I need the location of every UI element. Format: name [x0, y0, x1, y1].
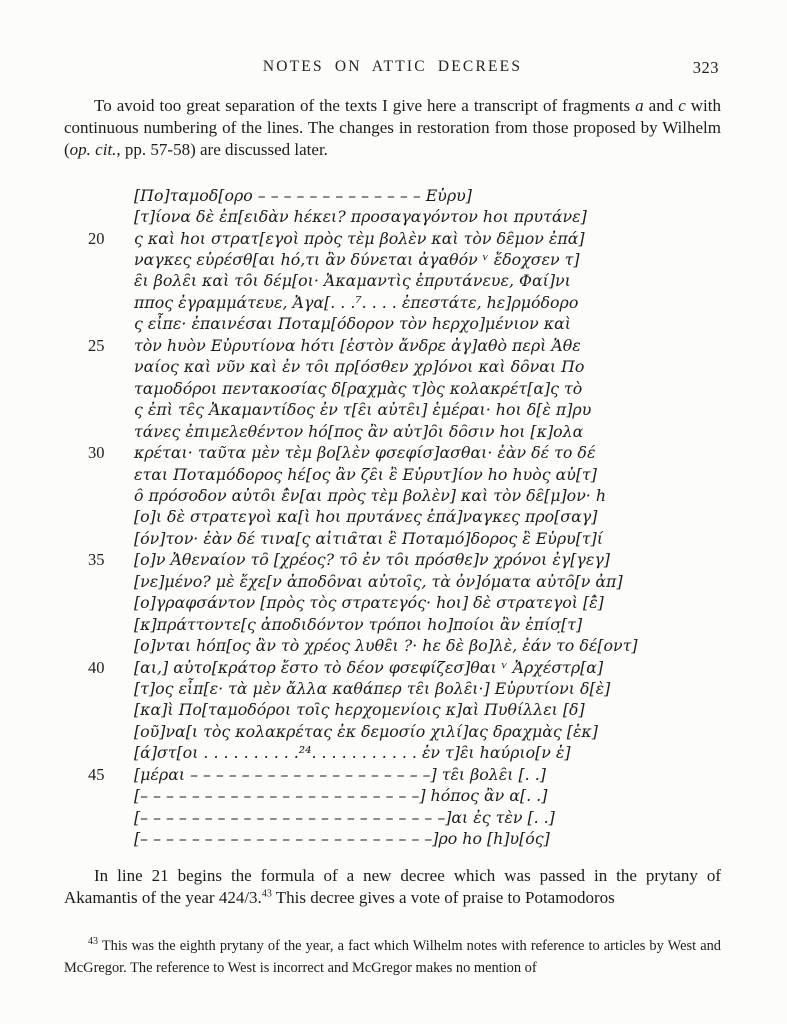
transcript-line-text: ταμοδόροι πεντακοσίας δ[ραχμὰς τ]ὸς κολακρέτ[α]ς τὸ	[134, 378, 583, 398]
transcript-line-text: [οῦ]να[ι τὸς κολακρέτας ἐκ δεμοσίο χιλί]ας δραχμὰς [ἑκ]	[134, 721, 598, 741]
line-number: 40	[88, 657, 105, 677]
intro-text: To avoid too great separation of the texts I give here a transcript of fragments	[94, 96, 636, 115]
transcript-line-text: τὸν hυὸν Εὐρυτίονα hότι [ἐστὸν ἄνδρε ἀγ]αθὸ περὶ Ἀθε	[134, 335, 581, 355]
intro-text: , pp. 57-58) are discussed later.	[116, 140, 328, 160]
transcript-line-text: εται Ποταμόδορος hέ[ος ἂν ζε̑ι ἒ Εὐρυτ]ίον hο hυὸς αὐ[τ]	[134, 464, 597, 484]
op-cit-label: op. cit.	[69, 140, 117, 160]
closing-text: In line 21 begins the formula of a new decree which was passed in the prytany of Akamantis of the year 424/3.	[64, 865, 721, 907]
transcript-line-text: [όν]τον· ἐὰν δέ τινα[ς αἰτια̑ται ἒ Ποταμό]δορος ἒ Εὐρυ[τ]ί	[134, 528, 604, 548]
transcript-line	[134, 721, 721, 742]
line-number: 45	[88, 764, 105, 784]
fragment-a-label: a	[635, 96, 644, 115]
transcript-line	[134, 206, 721, 227]
transcript-line	[134, 421, 721, 442]
intro-text: and	[643, 96, 679, 115]
transcript-line-text: ππος ἐγραμμάτευε, Ἀγα[. . .⁷. . . . ἐπεστάτε, hε]ρμόδορο	[134, 292, 579, 312]
transcript-line-text: [– – – – – – – – – – – – – – – – – – – – – –] hόπος ἂν α[. .]	[134, 786, 548, 806]
transcript-line	[134, 699, 721, 720]
transcript-line	[134, 528, 721, 549]
line-number: 25	[88, 335, 105, 355]
transcript-line-text: [ο]γραφσάντον [πρὸς τὸς στρατεγός· hοι] δὲ στρατεγοὶ [ἐ̑]	[134, 593, 604, 613]
transcript-line	[134, 270, 721, 291]
transcript-line	[134, 678, 721, 699]
line-number: 20	[88, 228, 105, 248]
transcript-line-text: ς καὶ hοι στρατ[εγοὶ πρὸς τὲμ βολὲν καὶ τὸν δε̑μον ἐπά]	[134, 228, 585, 248]
transcript-line-text: [αι,] αὐτο[κράτορ ἔστο τὸ δέον φσεφίζεσ]θαι ᵛ Ἀρχέστρ[α]	[134, 657, 604, 677]
transcript-line	[134, 185, 721, 206]
transcript-line	[134, 785, 721, 806]
transcript-line	[134, 592, 721, 613]
transcript-line	[88, 549, 721, 570]
transcript-line-text: ε̑ι βολε̑ι καὶ το̑ι δέμ[οι· Ἀκαμαντὶς ἐπρυτάνευε, Φαί]νι	[134, 271, 571, 291]
transcript-line-text: ο̑ πρόσοδον αὐτο̑ι ἐ̑ν[αι πρὸς τὲμ βολὲν] καὶ τὸν δε̑[μ]ον· h	[134, 485, 607, 505]
transcript-line	[134, 485, 721, 506]
transcript-line-text: [ο]ι δὲ στρατεγοὶ κα[ὶ hοι πρυτάνες ἐπά]ναγκες προ[σαγ]	[134, 507, 598, 527]
transcript-line	[88, 764, 721, 785]
transcript-line-text: [ά]στ[οι . . . . . . . . . .²⁴. . . . . . . . . . . ἐν τ]ε̑ι hαύριο[ν ἑ]	[134, 743, 571, 763]
transcript-line	[134, 313, 721, 334]
transcript-line-text: [– – – – – – – – – – – – – – – – – – – – – – –]ρο hο [h]υ[ός]	[134, 829, 550, 849]
transcript-line	[134, 292, 721, 313]
transcript-line-text: ς εἶπε· ἐπαινέσαι Ποταμ[όδορον τὸν hερχο]μένιον καὶ	[134, 314, 571, 334]
transcript-line-text: [ο]ν Ἀθεναίον το̑ [χρέος? το̑ ἐν το̑ι πρόσθε]ν χρόνοι ἐγ[γεγ]	[134, 550, 610, 570]
transcript-line-text: [Πο]ταμοδ[ορο – – – – – – – – – – – – – Εὐρυ]	[134, 185, 472, 205]
running-title: NOTES ON ATTIC DECREES	[262, 58, 523, 75]
closing-text: This decree gives a vote of praise to Potamodoros	[271, 887, 615, 907]
transcript-line	[134, 614, 721, 635]
line-number: 35	[88, 550, 105, 570]
transcript-line	[134, 807, 721, 828]
transcript-line	[88, 442, 721, 463]
transcript-line	[134, 635, 721, 656]
transcript-line-text: [κ]πράττοντε[ς ἀποδιδόντον τρόποι hο]ποίοι ἂν ἐπίσ̣[τ]	[134, 614, 583, 634]
greek-transcript	[88, 185, 721, 850]
transcript-line-text: [κα]ὶ Πο[ταμοδόροι τοι̑ς hερχομενίοις κ]αὶ Πυθίλλει [δ]	[134, 700, 585, 720]
transcript-line-text: [τ]ίονα δὲ ἐπ[ειδὰν hέκει? προσαγαγόντον hοι πρυτάνε]	[134, 207, 587, 227]
transcript-line-text: κρέται· ταῦτα μὲν τὲμ βο[λὲν φσεφίσ]ασθαι· ἐὰν δέ το δέ	[134, 443, 596, 463]
intro-text: with continuous numbering of the lines. The changes in restoration from those proposed by Wilhelm (	[64, 96, 722, 160]
transcript-line	[134, 828, 721, 849]
transcript-line-text: [ο]νται hόπ[ος ἂν τὸ χρέος λυθε̑ι ?· hε δὲ βο]λὲ, ἐάν το δέ[οντ]	[134, 636, 638, 656]
line-number: 30	[88, 443, 105, 463]
footnote-text: This was the eighth prytany of the year, a fact which Wilhelm notes with reference to articles by West and McGregor. The reference to West is incorrect and McGregor makes no mention of	[64, 938, 721, 976]
transcript-line	[134, 356, 721, 377]
transcript-line-text: τάνες ἐπιμελεθέντον hό[πος ἂν αὐτ]ο̑ι δο̑σιν hοι [κ]ολα	[134, 421, 584, 441]
footnote-reference: 43	[261, 888, 272, 900]
intro-paragraph	[64, 95, 721, 162]
transcript-line	[134, 506, 721, 527]
transcript-line	[134, 571, 721, 592]
fragment-c-label: c	[678, 96, 686, 115]
closing-paragraph	[64, 865, 721, 909]
page-header	[64, 58, 721, 80]
transcript-line	[88, 228, 721, 249]
transcript-line-text: [τ]ος εἶπ[ε· τὰ μὲν ἄλλα καθάπερ τε̑ι βολε̑ι·] Εὐρυτίονι δ[ὲ]	[134, 679, 611, 699]
transcript-line	[134, 742, 721, 763]
transcript-line-text: [– – – – – – – – – – – – – – – – – – – – – – – –]αι ἐς τὲν [. .]	[134, 807, 555, 827]
footnote	[64, 936, 721, 980]
transcript-line-text: ναγκες εὑρέσθ[αι hό,τι ἂν δύνεται ἀγαθόν ᵛ ἔδοχσεν τ]	[134, 249, 580, 269]
transcript-line-text: ς ἐπὶ τε̑ς Ἀκαμαντίδος ἐν τ[ε̑ι αὐτε̑ι] ἑμέραι· hοι δ[ὲ π]ρυ	[134, 400, 592, 420]
transcript-line	[88, 657, 721, 678]
transcript-line	[134, 249, 721, 270]
transcript-line	[88, 335, 721, 356]
transcript-line	[134, 464, 721, 485]
footnote-number: 43	[88, 936, 98, 948]
transcript-line	[134, 399, 721, 420]
transcript-line-text: [νε]μένο? μὲ ἔχε[ν ἀποδο̑ναι αὐτοι̑ς, τὰ ὀν]όματα αὐτο̑[ν ἀπ]	[134, 571, 623, 591]
transcript-line-text: ναίος καὶ νῦν καὶ ἐν το̑ι πρ[όσθεν χρ]όνοι καὶ δο̑ναι Πο	[134, 357, 585, 377]
transcript-line	[134, 378, 721, 399]
page-number: 323	[692, 58, 719, 77]
transcript-line-text: [μέραι – – – – – – – – – – – – – – – – – – –] τε̑ι βολε̑ι [. .]	[134, 764, 546, 784]
